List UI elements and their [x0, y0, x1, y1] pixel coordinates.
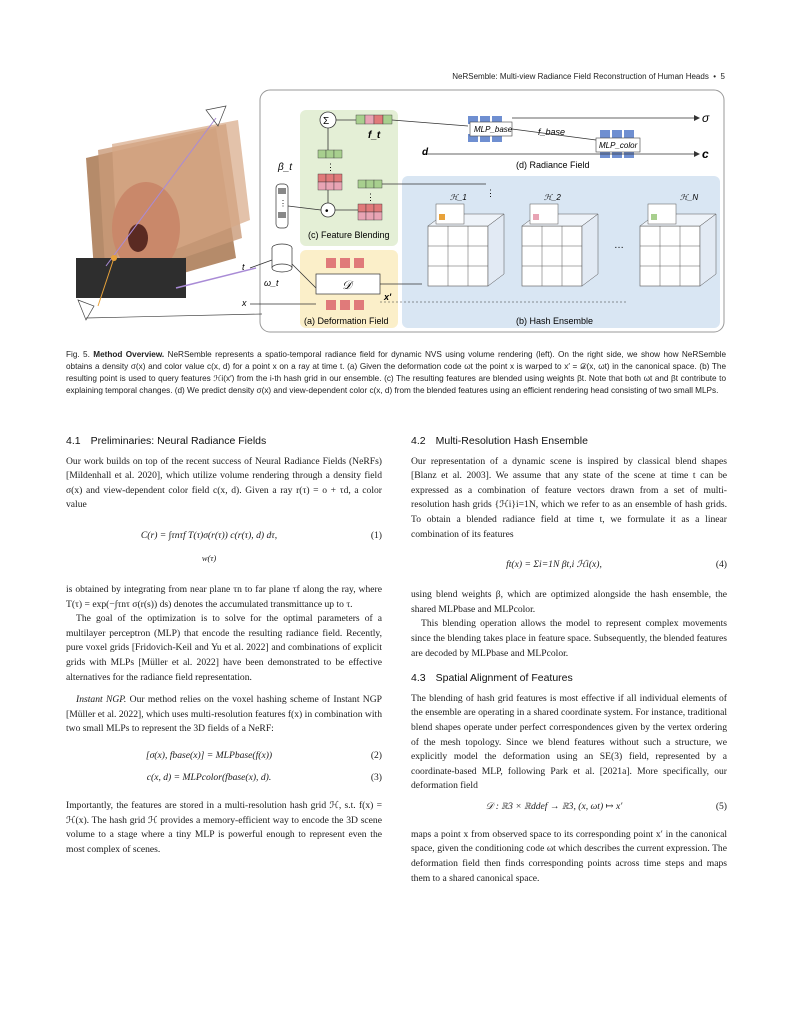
paragraph: The blending of hash grid features is most effective if all individual elements of the ensemble are operating in a shared coordinate system. For instance, traditional blend shapes operate under perfect correspondences given by the vertex ordering of the mesh topology. Since we blend features without such a structure, we explicitly model the deformation using an SE(3) field, represented by a coordinate-based MLP, following Park et al. [2021a]. More specifically, our deformation field — [411, 692, 727, 792]
h1-label: ℋ_1 — [450, 193, 467, 202]
f-base-label: f_base — [538, 127, 566, 137]
svg-text:⋮: ⋮ — [486, 188, 495, 198]
ray-line — [86, 314, 262, 318]
beta-t-label: β_t — [278, 162, 293, 173]
figure-caption — [66, 349, 726, 397]
f-t-feature-block — [356, 115, 392, 124]
header-bullet: • — [713, 72, 717, 81]
caption-title: Method Overview. — [93, 350, 165, 359]
caption-text: NeRSemble represents a spatio-temporal radiance field for dynamic NVS using volume rendering (left). On the right side, we show how NeRSemble obtains a density σ(x) and color value c(x, d) for a point x on a ray at time t. (a) Given the deformation code ωt the point x is warped to x′ = 𝒟(x, ωt) in the canonical space. (b) The resulting point is used to query features ℋi(x′) from the i-th hash grid in our ensemble. (c) The resulting features are blended using weights βt. Note that both ωt and βt contribute to explaining temporal changes. (d) We predict density σ(x) and view-dependent color c(x, d) from the blended features using an efficient rendering head consisting of two small MLPs. — [66, 350, 727, 395]
omega-t-label: ω_t — [264, 278, 279, 288]
paragraph: The goal of the optimization is to solve for the optimal parameters of a multilayer perceptron (MLP) that encode the resulting radiance field. Recently, pure voxel grids [Fridovich-Keil and Yu et al. 2022] and combinations of explicit grids with MLPs [Müller et al. 2022] have been demonstrated to be effective alternatives for the radiance field representation. — [66, 613, 382, 683]
svg-text:…: … — [614, 240, 624, 251]
deformation-field-label: (a) Deformation Field — [304, 316, 389, 326]
paragraph: Our work builds on top of the recent success of Neural Radiance Fields (NeRFs) [Mildenhall et al. 2020], which utilize volume rendering through a density field σ(x) and view-dependent color field c(x, d). Given a ray r(τ) = o + τd, a color value — [66, 455, 382, 511]
running-title: NeRSemble: Multi-view Radiance Field Reconstruction of Human Heads — [452, 72, 709, 81]
hn-label: ℋ_N — [680, 193, 699, 202]
latent-code-database — [272, 244, 292, 272]
feature-blending-region — [300, 110, 398, 246]
hash-ensemble-label: (b) Hash Ensemble — [516, 316, 594, 326]
camera-icon — [78, 300, 94, 320]
x-label: x — [242, 298, 247, 308]
feature-blending-label: (c) Feature Blending — [308, 230, 390, 240]
equation-4: ft(x) = Σi=1N βt,i ℋi(x), (4) — [506, 559, 727, 571]
equation-3: c(x, d) = MLPcolor(fbase(x), d). (3) — [146, 771, 382, 783]
d-label: d — [422, 147, 429, 158]
equation-1: C(r) = ∫τnτf T(τ)σ(r(τ)) c(r(τ), d) dτ, w(τ) (1) — [140, 529, 382, 563]
sum-symbol: Σ — [323, 116, 330, 127]
radiance-field-label: (d) Radiance Field — [516, 160, 590, 170]
section-4-3-heading: 4.3 Spatial Alignment of Features — [411, 672, 573, 685]
paragraph: This blending operation allows the model to represent complex movements since the blending takes place in feature space. Subsequently, the blended features are decoded by MLPbase and MLPcolor. — [411, 618, 727, 659]
sigma-label: σ — [702, 111, 710, 125]
page-number: 5 — [720, 72, 725, 81]
svg-text:⋮: ⋮ — [326, 162, 335, 172]
t-label: t — [242, 262, 245, 272]
right-column — [411, 434, 727, 886]
paragraph: Our representation of a dynamic scene is inspired by classical blend shapes [Blanz et al. 2003]. We assume that any state of the scene at time t can be expressed as a combination of feature vectors drawn from a set of multi-resolution hash grids {ℋi}i=1N, which we refer to as an ensemble of hash grids. To obtain a blended radiance field at time t, we formulate it as a linear combination of its features — [411, 455, 727, 540]
section-4-2-heading: 4.2 Multi-Resolution Hash Ensemble — [411, 435, 588, 447]
c-label: c — [702, 147, 709, 161]
mlp-base-block — [468, 116, 513, 142]
left-column — [66, 434, 382, 857]
paragraph: maps a point x from observed space to its corresponding point x′ in the canonical space, given the conditioning code ωt which describes the current expression. The deformation field then finds corresponding points across time steps and maps them to a shared canonical space. — [411, 828, 727, 884]
equation-5: 𝒟 : ℝ3 × ℝddef → ℝ3, (x, ωt) ↦ x′ (5) — [485, 800, 727, 812]
paragraph: is obtained by integrating from near plane τn to far plane τf along the ray, where T(τ) = exp(−∫τnτ σ(r(s)) ds) denotes the accumulated transmittance up to τ. — [66, 583, 382, 610]
svg-text:⋮: ⋮ — [366, 192, 375, 202]
head-photo-stack — [76, 120, 250, 298]
deformation-symbol: 𝒟 — [342, 278, 352, 292]
paragraph: using blend weights β, which are optimized alongside the hash ensemble, the shared MLPbase and MLPcolor. — [411, 589, 727, 615]
mlp-base-label: MLP_base — [474, 125, 513, 134]
section-4-1-heading: 4.1 Preliminaries: Neural Radiance Fields — [66, 435, 267, 447]
paragraph: Importantly, the features are stored in a multi-resolution hash grid ℋ, s.t. f(x) = ℋ(x). The hash grid ℋ provides a memory-efficient way to encode the 3D scene volume to a stage where a tiny MLP is powerful enough to represent even the most complex of scenes. — [66, 799, 382, 855]
multiply-symbol: • — [325, 206, 329, 217]
method-overview-figure — [66, 88, 726, 336]
h2-label: ℋ_2 — [544, 193, 561, 202]
paragraph: Instant NGP. Our method relies on the voxel hashing scheme of Instant NGP [Müller et al. 2022], which uses multi-resolution features f(x) in combination with two small MLPs to represent the 3D fields of a NeRF: — [66, 694, 383, 735]
svg-text:⋮: ⋮ — [279, 199, 287, 208]
fig-label: Fig. 5. — [66, 350, 90, 359]
x-prime-label: x' — [384, 292, 392, 302]
running-header — [452, 72, 725, 81]
mlp-color-label: MLP_color — [599, 141, 638, 150]
equation-2: [σ(x), fbase(x)] = MLPbase(f(x)) (2) — [145, 749, 382, 761]
f-t-label: f_t — [368, 130, 381, 141]
